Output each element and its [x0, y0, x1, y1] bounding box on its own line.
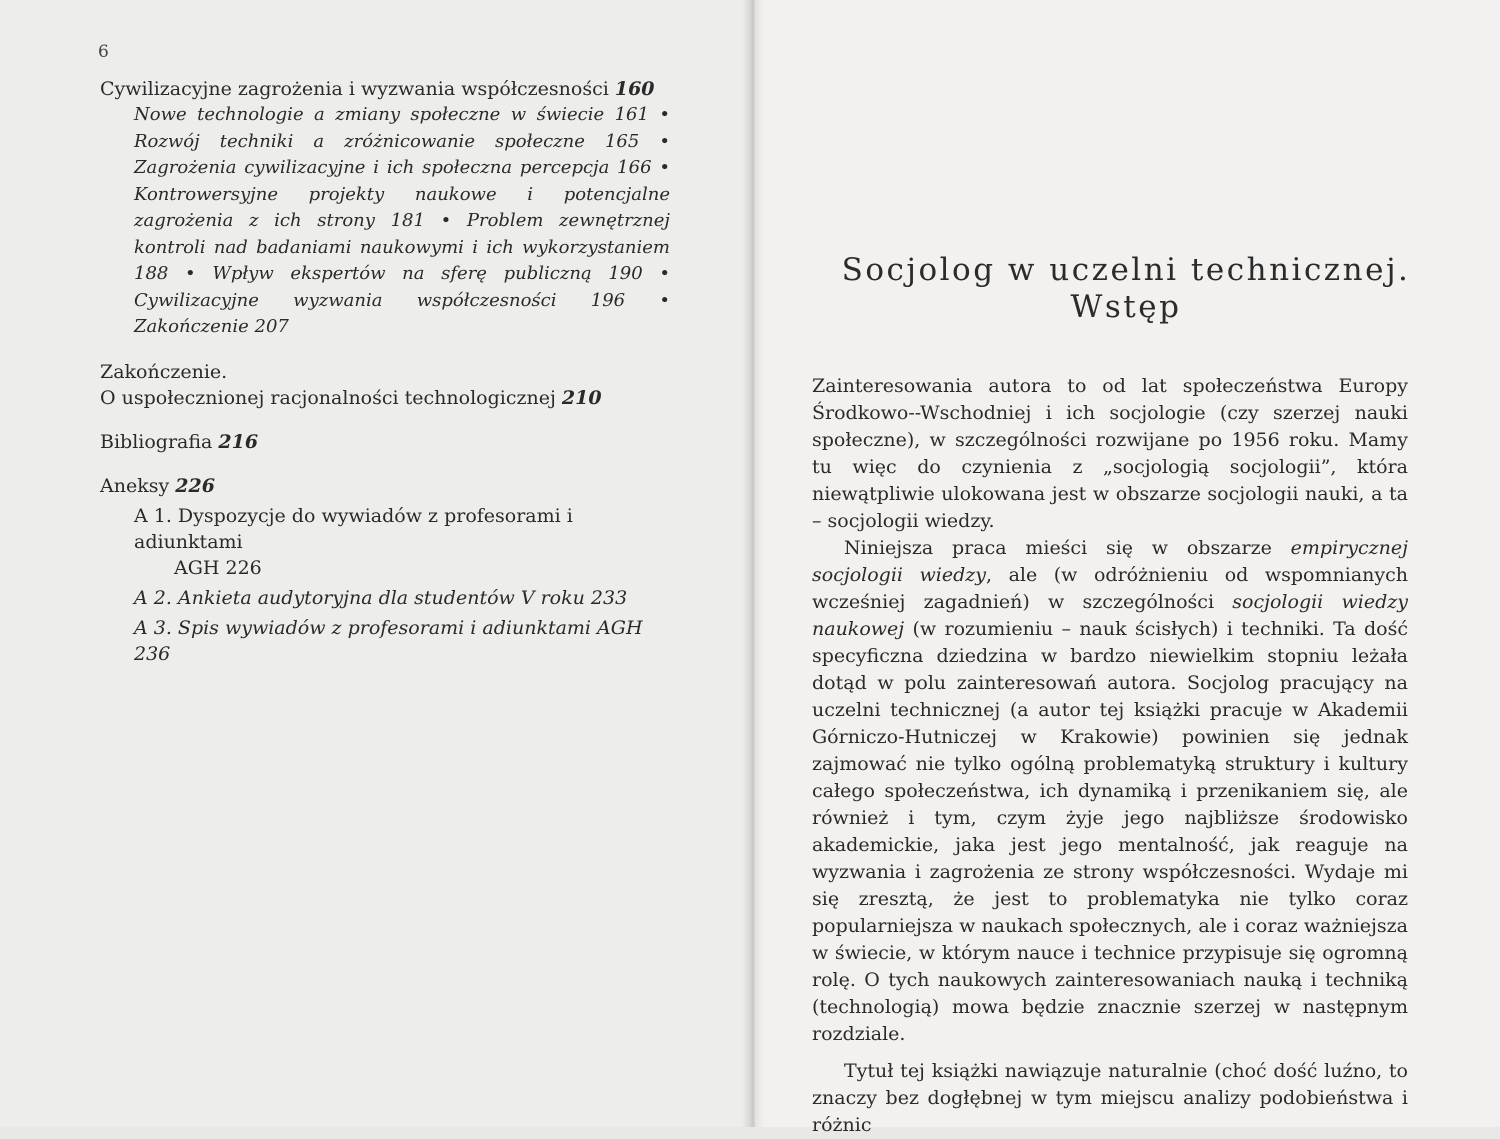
paragraph-2-text-2: , ale (w odróżnieniu od wspomnianych wcześniej zagadnień) w szczególności	[812, 564, 1408, 613]
toc-entry-title: Aneksy	[100, 474, 170, 497]
annex-item-line1: A 1. Dyspozycje do wywiadów z profesorami i adiunktami	[134, 504, 573, 553]
left-page	[0, 0, 752, 1127]
toc-entry-page: 210	[561, 386, 602, 409]
toc-entry-description: Nowe technologie a zmiany społeczne w świecie 161 • Rozwój techniki a zróżnicowanie społeczne 165 • Zagrożenia cywilizacyjne i ich społeczna percepcja 166 • Kontrowersyjne projekty naukowe i potencjalne zagrożenia z ich strony 181 • Problem zewnętrznej kontroli nad badaniami naukowymi i ich wykorzystaniem 188 • Wpływ ekspertów na sferę publiczną 190 • Cywilizacyjne wyzwania współczesności 196 • Zakończenie 207	[134, 104, 670, 337]
gutter-shadow	[742, 0, 764, 1127]
list-item	[100, 503, 670, 581]
toc-entry-title: Cywilizacyjne zagrożenia i wyzwania współczesności	[100, 78, 609, 100]
toc-entry-annexes	[100, 473, 670, 667]
paragraph-2-text-3: (w rozumieniu – nauk ścisłych) i techniki. Ta dość specyficzna dziedzina w bardzo niewielkim stopniu leżała dotąd w polu zainteresowań autora. Socjolog pracujący na uczelni technicznej (a autor tej książki pracuje w Akademii Górniczo-Hutniczej w Krakowie) powinien się jednak zajmować nie tylko ogólną problematyką struktury i kultury całego społeczeństwa, ich dynamiką i przenikaniem się, ale również i tym, czym żyje jego najbliższe środowisko akademickie, jaka jest jego mentalność, jak reaguje na wyzwania i zagrożenia ze strony współczesności. Wydaje mi się zresztą, że jest to problematyka nie tylko coraz popularniejsza w naukach społecznych, ale i coraz ważniejsza w świecie, w którym nauce i technice przypisuje się ogromną rolę. O tych naukowych zainteresowaniach nauką i techniką (technologią) mowa będzie znacznie szerzej w następnym rozdziale.	[812, 618, 1408, 1045]
toc-entry-title-line1: Zakończenie.	[100, 360, 228, 383]
toc-entry-civilization	[100, 76, 670, 341]
paragraph-2	[812, 535, 1408, 1048]
paragraph-2-emphasis-2: socjologii wiedzy naukowej	[812, 591, 1408, 640]
toc-entry-title: Bibliografia	[100, 430, 213, 453]
paragraph-1: Zainteresowania autora to od lat społeczeństwa Europy Środkowo--Wschodniej i ich socjologie (czy szerzej nauki społeczne), w szczególności rozwijane po 1956 roku. Mamy tu więc do czynienia z „socjologią socjologii”, która niewątpliwie ulokowana jest w obszarze socjologii nauki, a ta – socjologii wiedzy.	[812, 375, 1408, 532]
toc-entry-title-line2: O uspołecznionej racjonalności technologicznej	[100, 386, 556, 409]
page-number: 6	[98, 42, 109, 62]
annex-list	[100, 503, 670, 667]
paragraph-3: Tytuł tej książki nawiązuje naturalnie (choć dość luźno, to znaczy bez dogłębnej w tym miejscu analizy podobieństwa i różnic	[812, 1060, 1408, 1136]
paragraph-2-emphasis-1: empirycznej socjologii wiedzy	[812, 537, 1408, 586]
chapter-title	[752, 252, 1500, 326]
toc-entry-page: 216	[218, 430, 259, 453]
table-of-contents	[100, 76, 670, 673]
list-item: A 3. Spis wywiadów z profesorami i adiunktami AGH 236	[134, 616, 643, 665]
annex-item-line2: AGH 226	[174, 556, 262, 579]
toc-entry-bibliography	[100, 429, 670, 455]
toc-entry-page: 160	[614, 78, 655, 100]
list-item: A 2. Ankieta audytoryjna dla studentów V roku 233	[134, 586, 628, 609]
paragraph-2-text-1: Niniejsza praca mieści się w obszarze	[844, 537, 1291, 559]
chapter-title-line2: Wstęp	[1070, 289, 1182, 325]
chapter-body	[812, 373, 1408, 1139]
toc-entry-page: 226	[175, 474, 215, 497]
chapter-title-line1: Socjolog w uczelni technicznej.	[841, 252, 1411, 288]
toc-entry-conclusion	[100, 359, 670, 411]
